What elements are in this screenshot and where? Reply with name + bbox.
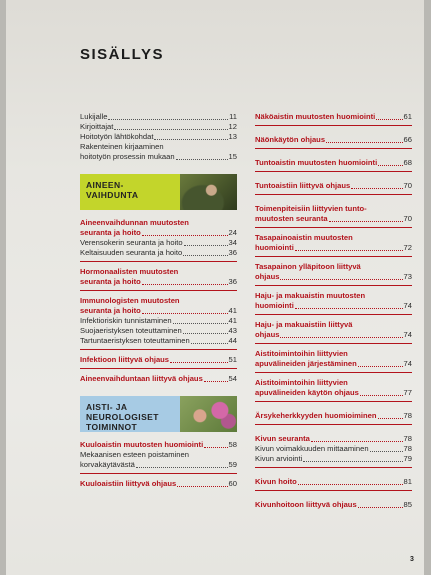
toc-subentry[interactable]: Verensokerin seuranta ja hoito 34	[80, 238, 237, 247]
divider	[255, 227, 412, 228]
toc-entry[interactable]: Kivun seuranta 78	[255, 434, 412, 443]
toc-entry[interactable]: Hoitotyön lähtökohdat 13	[80, 132, 237, 141]
toc-entry[interactable]: Kirjoittajat 12	[80, 122, 237, 131]
page-number: 3	[410, 556, 414, 563]
toc-right-column	[255, 112, 412, 510]
toc-entry[interactable]: Haju- ja makuaistiin liittyvä ohjaus 74	[255, 320, 412, 339]
page-title: SISÄLLYS	[80, 46, 164, 63]
divider	[255, 424, 412, 425]
toc-left-column	[80, 112, 237, 489]
toc-subentry[interactable]: Tartuntaeristyksen toteuttaminen 44	[80, 336, 237, 345]
section-photo	[180, 396, 237, 432]
toc-entry[interactable]: Näönkäytön ohjaus 66	[255, 135, 412, 144]
divider	[255, 490, 412, 491]
section-banner-aistitoiminnot	[80, 396, 237, 432]
toc-entry[interactable]: Lukijalle 11	[80, 112, 237, 121]
toc-entry[interactable]: Tasapainoaistin muutosten huomiointi 72	[255, 233, 412, 252]
toc-subentry[interactable]: Mekaanisen esteen poistaminen korvakäytävästä 59	[80, 450, 237, 469]
toc-entry[interactable]: Tasapainon ylläpitoon liittyvä ohjaus 73	[255, 262, 412, 281]
toc-entry[interactable]: Tuntoaistin muutosten huomiointi 68	[255, 158, 412, 167]
toc-subentry[interactable]: Keltaisuuden seuranta ja hoito 36	[80, 248, 237, 257]
section-banner-title: AINEEN- VAIHDUNTA	[86, 180, 139, 200]
toc-subentry[interactable]: Infektioriskin tunnistaminen 41	[80, 316, 237, 325]
divider	[255, 343, 412, 344]
divider	[255, 171, 412, 172]
toc-entry[interactable]: Näköaistin muutosten huomiointi 61	[255, 112, 412, 121]
toc-entry[interactable]: Kivun hoito 81	[255, 477, 412, 486]
divider	[255, 256, 412, 257]
divider	[80, 368, 237, 369]
divider	[255, 194, 412, 195]
toc-entry[interactable]: Infektioon liittyvä ohjaus 51	[80, 355, 237, 364]
toc-subentry[interactable]: Suojaeristyksen toteuttaminen 43	[80, 326, 237, 335]
toc-entry[interactable]: Kuuloaistiin liittyvä ohjaus 60	[80, 479, 237, 488]
toc-entry[interactable]: Immunologisten muutosten seuranta ja hoito 41	[80, 296, 237, 315]
divider	[255, 467, 412, 468]
section-banner-title: AISTI- JA NEUROLOGISET TOIMINNOT	[86, 402, 159, 432]
toc-entry[interactable]: Aistitoimintoihin liittyvien apuvälineiden käytön ohjaus 77	[255, 378, 412, 397]
divider	[80, 261, 237, 262]
toc-entry[interactable]: Aistitoimintoihin liittyvien apuvälineiden järjestäminen 74	[255, 349, 412, 368]
divider	[255, 125, 412, 126]
divider	[255, 285, 412, 286]
divider	[255, 148, 412, 149]
divider	[255, 401, 412, 402]
toc-entry[interactable]: Aineenvaihdunnan muutosten seuranta ja hoito 24	[80, 218, 237, 237]
toc-entry[interactable]: Kivunhoitoon liittyvä ohjaus 85	[255, 500, 412, 509]
toc-entry[interactable]: Tuntoaistiin liittyvä ohjaus 70	[255, 181, 412, 190]
toc-entry[interactable]: Rakenteinen kirjaaminen hoitotyön prosessin mukaan 15	[80, 142, 237, 161]
divider	[255, 314, 412, 315]
divider	[80, 349, 237, 350]
toc-entry[interactable]: Hormonaalisten muutosten seuranta ja hoito 36	[80, 267, 237, 286]
toc-entry[interactable]: Aineenvaihduntaan liittyvä ohjaus 54	[80, 374, 237, 383]
toc-subentry[interactable]: Kivun arviointi 79	[255, 454, 412, 463]
divider	[80, 473, 237, 474]
toc-entry[interactable]: Toimenpiteisiin liittyvien tunto- muutosten seuranta 70	[255, 204, 412, 223]
toc-entry[interactable]: Kuuloaistin muutosten huomiointi 58	[80, 440, 237, 449]
toc-subentry[interactable]: Kivun voimakkuuden mittaaminen 78	[255, 444, 412, 453]
divider	[255, 372, 412, 373]
divider	[80, 290, 237, 291]
section-photo	[180, 174, 237, 210]
toc-entry[interactable]: Haju- ja makuaistin muutosten huomiointi 74	[255, 291, 412, 310]
document-page	[6, 0, 424, 575]
toc-entry[interactable]: Ärsykeherkkyyden huomioiminen 78	[255, 411, 412, 420]
section-banner-aineenvaihdunta	[80, 174, 237, 210]
